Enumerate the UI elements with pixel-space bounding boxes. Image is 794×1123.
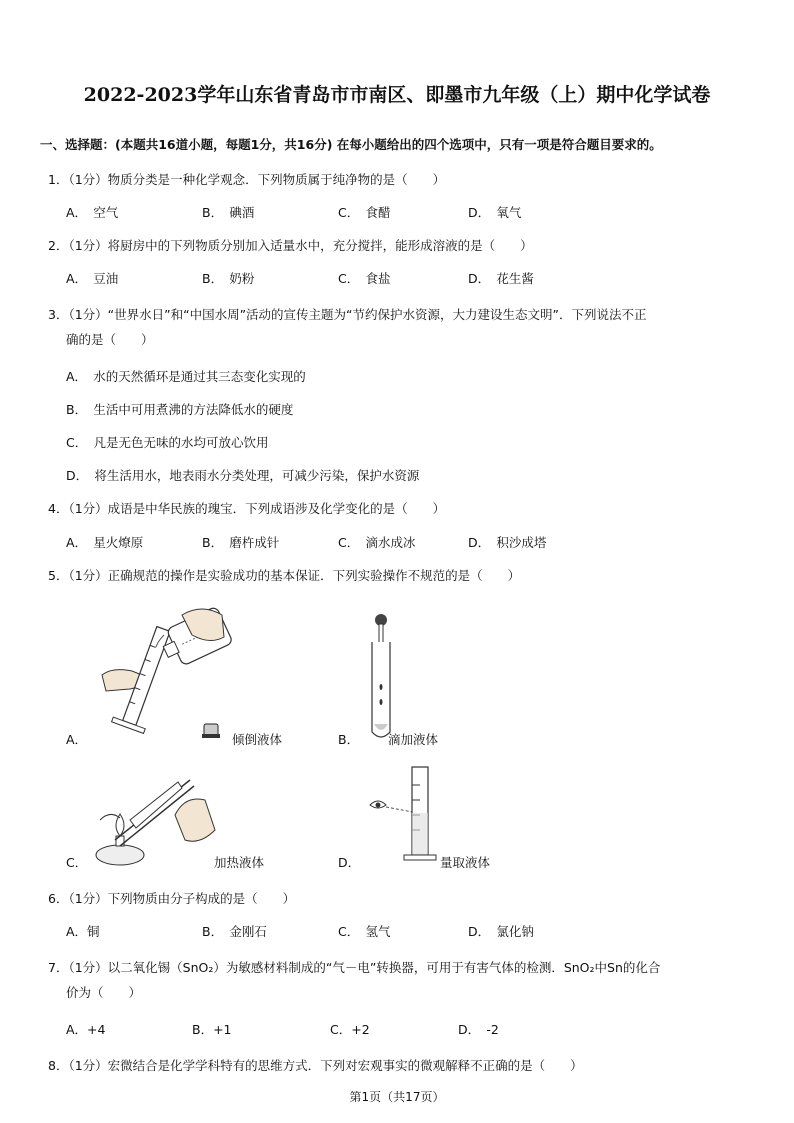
question-5-caption-d: 量取液体 [440,855,491,870]
question-5-label-b: B． [338,732,360,747]
question-7-option-b: B．+1 [192,1022,232,1037]
question-5-caption-a: 倾倒液体 [232,732,283,747]
question-3-option-a: A． 水的天然循环是通过其三态变化实现的 [66,369,306,384]
question-4-option-a: A． 星火燎原 [66,535,144,550]
question-4-option-b: B． 磨杵成针 [202,535,280,550]
question-5-stem: 5．（1分）正确规范的操作是实验成功的基本保证．下列实验操作不规范的是（ ） [48,568,521,583]
section-heading: 一、选择题：(本题共16道小题，每题1分，共16分) 在每小题给出的四个选项中，只有一项是符合题目要求的。 [40,137,662,152]
question-6-stem: 6．（1分）下列物质由分子构成的是（ ） [48,891,296,906]
question-5-caption-b: 滴加液体 [388,732,439,747]
question-2-option-d: D． 花生酱 [468,271,534,286]
page-footer: 第1页（共17页） [349,1090,445,1104]
question-4-option-c: C． 滴水成冰 [338,535,416,550]
question-5-label-a: A． [66,732,88,747]
question-1-option-c: C． 食醋 [338,205,391,220]
question-6-option-c: C． 氢气 [338,924,391,939]
question-7-option-d: D． -2 [458,1022,499,1037]
question-7-option-c: C．+2 [330,1022,370,1037]
question-5-caption-c: 加热液体 [214,855,265,870]
question-7-stem-line2: 价为（ ） [66,985,142,1000]
question-1-option-a: A． 空气 [66,205,119,220]
question-6-option-d: D． 氯化钠 [468,924,534,939]
question-3-option-c: C． 凡是无色无味的水均可放心饮用 [66,435,269,450]
question-2-option-c: C． 食盐 [338,271,391,286]
question-4-stem: 4．（1分）成语是中华民族的瑰宝．下列成语涉及化学变化的是（ ） [48,501,446,516]
question-1-option-b: B． 碘酒 [202,205,255,220]
bottle-stopper-illustration [200,720,222,742]
question-2-option-a: A． 豆油 [66,271,119,286]
question-5-label-d: D． [338,855,361,870]
heating-liquid-illustration [90,770,220,870]
measuring-cylinder-illustration [368,765,438,865]
question-2-stem: 2．（1分）将厨房中的下列物质分别加入适量水中，充分搅拌，能形成溶液的是（ ） [48,238,533,253]
question-3-stem-line1: 3．（1分）“世界水日”和“中国水周”活动的宣传主题为“节约保护水资源，大力建设生态文明”．下列说法不正 [48,307,647,322]
question-3-stem-line2: 确的是（ ） [66,332,154,347]
question-1-option-d: D． 氧气 [468,205,522,220]
question-7-stem-line1: 7．（1分）以二氧化锡（SnO₂）为敏感材料制成的“气－电”转换器，可用于有害气体的检测．SnO₂中Sn的化合 [48,960,661,975]
question-2-option-b: B． 奶粉 [202,271,255,286]
question-3-option-d: D． 将生活用水，地表雨水分类处理，可减少污染，保护水资源 [66,468,420,483]
question-4-option-d: D． 积沙成塔 [468,535,547,550]
question-1-stem: 1．（1分）物质分类是一种化学观念．下列物质属于纯净物的是（ ） [48,172,446,187]
question-6-option-a: A．铜 [66,924,100,939]
question-7-option-a: A．+4 [66,1022,106,1037]
dropper-test-tube-illustration [366,612,396,744]
question-3-option-b: B． 生活中可用煮沸的方法降低水的硬度 [66,402,294,417]
question-5-label-c: C． [66,855,88,870]
question-8-stem: 8．（1分）宏微结合是化学学科特有的思维方式．下列对宏观事实的微观解释不正确的是（ ） [48,1058,583,1073]
page-title: 2022-2023学年山东省青岛市市南区、即墨市九年级（上）期中化学试卷 [83,84,711,106]
question-6-option-b: B． 金刚石 [202,924,267,939]
